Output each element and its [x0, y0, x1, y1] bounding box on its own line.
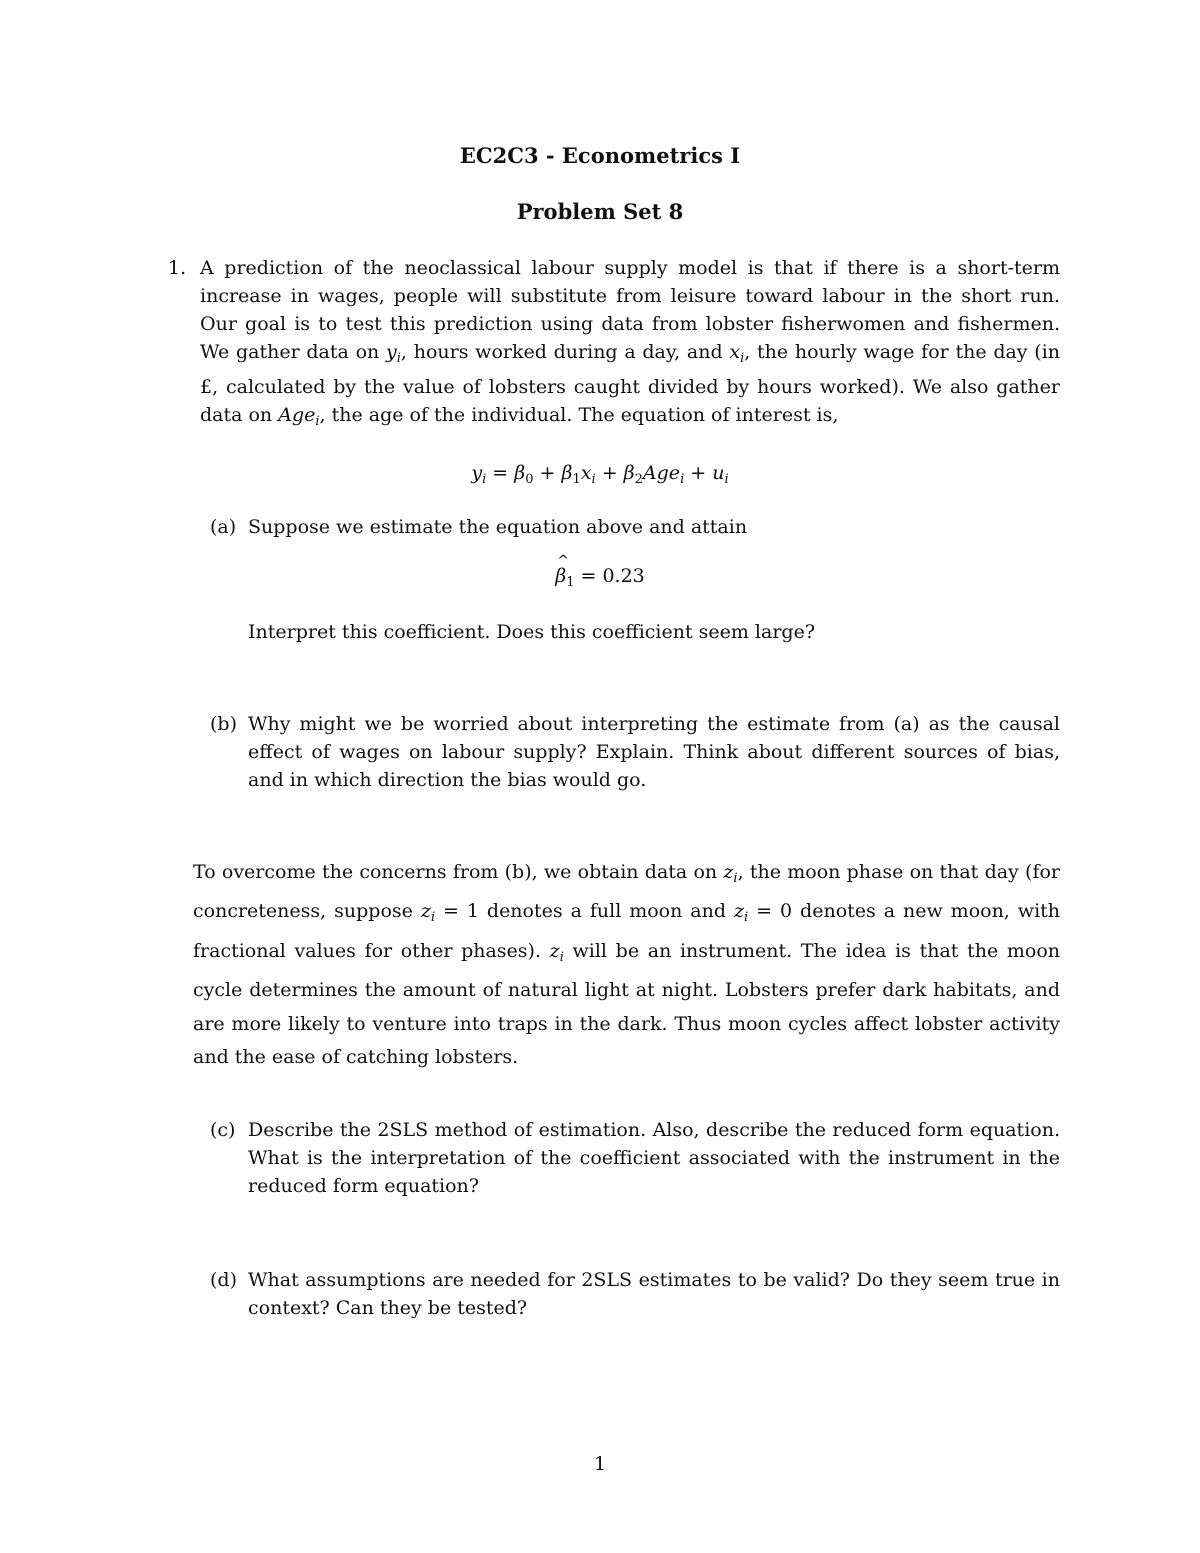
document-title: EC2C3 - Econometrics I — [459, 143, 741, 168]
part-a-text: Suppose we estimate the equation above and attain — [248, 516, 748, 538]
part-b-label: (b) — [210, 713, 237, 735]
equation-of-interest: $y_i = \beta_0 + \beta_1x_i + \beta_2Age_i + u_i$ — [471, 462, 729, 487]
part-b-text: Why might we be worried about interpreting the estimate from (a) as the causal effect of wages on labour supply? Explain. Think about different sources of bias, and in which direction the bias would go. — [248, 713, 1060, 791]
part-d-label: (d) — [210, 1269, 237, 1291]
estimate-equation: ^ $\beta_1 = 0.23$ — [0, 565, 1200, 590]
part-a-followup: Interpret this coefficient. Does this coefficient seem large? — [248, 621, 816, 643]
page-number: 1 — [593, 1453, 607, 1475]
part-d-text: What assumptions are needed for 2SLS estimates to be valid? Do they seem true in context? Can they be tested? — [248, 1269, 1060, 1319]
part-a-label: (a) — [210, 516, 237, 538]
question-number: 1. — [168, 257, 187, 279]
part-c-text: Describe the 2SLS method of estimation. Also, describe the reduced form equation. What is the interpretation of the coefficient associated with the instrument in the reduced form equation? — [248, 1119, 1060, 1197]
part-c-label: (c) — [210, 1119, 236, 1141]
problem-set-heading: Problem Set 8 — [516, 199, 684, 224]
instrument-paragraph: To overcome the concerns from (b), we obtain data on $z_i$, the moon phase on that day (for concreteness, suppose $z_i = 1$ denotes a full moon and $z_i = 0$ denotes a new moon, with fractional values for other phases). $z_i$ will be an instrument. The idea is that the moon cycle determines the amount of natural light at night. Lobsters prefer dark habitats, and are more likely to venture into traps in the dark. Thus moon cycles affect lobster activity and the ease of catching lobsters. — [193, 861, 1061, 1069]
question-1-intro: A prediction of the neoclassical labour supply model is that if there is a short-term increase in wages, people will substitute from leisure toward labour in the short run. Our goal is to test this prediction using data from lobster fisherwomen and fishermen. We gather data on $y_i$, hours worked during a day, and $x_i$, the hourly wage for the day (in £, calculated by the value of lobsters caught divided by hours worked). We also gather data on Age$_i$, the age of the individual. The equation of interest is, — [200, 257, 1061, 429]
